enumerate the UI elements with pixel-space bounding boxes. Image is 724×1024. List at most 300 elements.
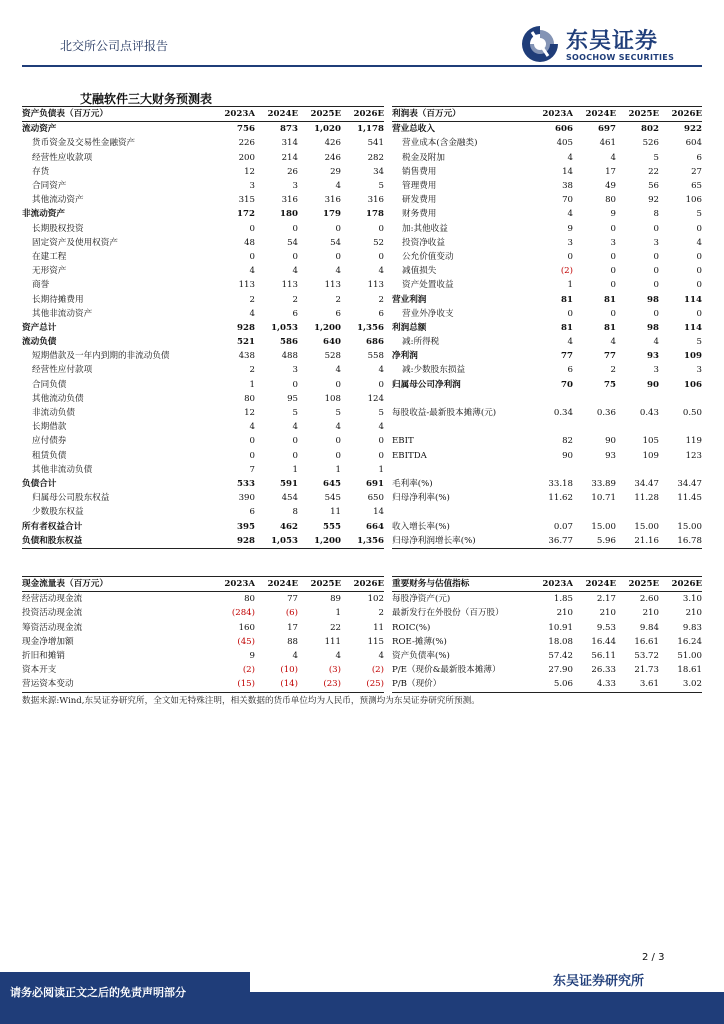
value-cell: 526	[642, 138, 659, 149]
value-cell: 0	[610, 280, 616, 291]
value-cell: 4	[696, 237, 702, 248]
value-cell: 3	[292, 365, 298, 376]
value-cell: 93	[605, 450, 616, 461]
value-cell: 4	[249, 422, 255, 433]
value-cell: 4.33	[596, 679, 616, 690]
value-cell: 454	[281, 493, 298, 504]
value-cell: 6	[335, 308, 341, 319]
value-cell: 4	[610, 337, 616, 348]
value-cell: 2	[292, 294, 298, 305]
value-cell: 180	[280, 209, 298, 220]
value-cell: 0	[567, 308, 573, 319]
value-cell: 17	[605, 166, 616, 177]
value-cell: 53.72	[634, 651, 659, 662]
value-cell: 90	[647, 379, 659, 390]
value-cell: 438	[238, 351, 255, 362]
value-cell: 3.10	[682, 594, 702, 605]
value-cell	[616, 392, 659, 406]
table-row	[392, 236, 702, 250]
value-cell: 6	[249, 507, 255, 518]
value-cell	[530, 392, 573, 406]
value-cell: 29	[330, 166, 341, 177]
row-label: 存货	[32, 166, 50, 177]
row-label: 减:少数股东损益	[402, 365, 466, 376]
row-label: 固定资产及使用权资产	[32, 237, 118, 248]
value-cell: 640	[323, 337, 341, 348]
value-cell	[659, 420, 702, 434]
table-row	[22, 434, 384, 448]
value-cell: 6	[378, 308, 384, 319]
value-cell: 1,053	[271, 322, 298, 333]
source-note: 数据来源:Wind,东吴证券研究所，全文如无特殊注明，相关数据的货币单位均为人民币，预测均为东吴证券研究所预测。	[22, 696, 480, 706]
value-cell: 2	[249, 294, 255, 305]
value-cell: 6	[696, 152, 702, 163]
value-cell: 1	[567, 280, 573, 291]
row-label	[392, 463, 530, 477]
value-cell: 22	[330, 622, 341, 633]
table-row	[22, 621, 384, 635]
value-cell: 56.11	[591, 651, 616, 662]
table-row	[392, 378, 702, 392]
row-label: 减:所得税	[402, 337, 440, 348]
table-row	[392, 349, 702, 363]
row-label: 每股净资产(元)	[392, 594, 451, 605]
row-label: 每股收益-最新股本摊薄(元)	[392, 408, 497, 419]
value-cell: 102	[367, 594, 384, 605]
table-row	[392, 335, 702, 349]
table-row	[392, 250, 702, 264]
value-cell: 210	[556, 608, 573, 619]
value-cell	[573, 392, 616, 406]
balance-sheet-table	[22, 106, 384, 549]
row-label: 归属母公司股东权益	[32, 493, 110, 504]
table-row	[22, 264, 384, 278]
table-row	[22, 222, 384, 236]
value-cell: 3	[567, 237, 573, 248]
table-row	[392, 207, 702, 221]
value-cell: 57.42	[548, 651, 573, 662]
value-cell: 4	[292, 651, 298, 662]
value-cell: 92	[648, 195, 659, 206]
value-cell: 4	[335, 266, 341, 277]
value-cell: (25)	[366, 679, 384, 690]
table-row	[392, 519, 702, 533]
year-header: 2025E	[628, 579, 659, 590]
table-row	[22, 349, 384, 363]
value-cell: 54	[330, 237, 341, 248]
value-cell: 3.61	[639, 679, 659, 690]
value-cell: 26.33	[591, 665, 616, 676]
header-divider	[22, 65, 702, 67]
table-row	[392, 278, 702, 292]
section-title: 艾融软件三大财务预测表	[80, 92, 213, 106]
value-cell: 6	[292, 308, 298, 319]
value-cell: 390	[238, 493, 255, 504]
row-label: 所有者权益合计	[22, 521, 83, 532]
row-label: 流动负债	[22, 337, 57, 348]
value-cell: 4	[335, 181, 341, 192]
value-cell: 77	[604, 351, 616, 362]
row-label: 营业总收入	[392, 124, 435, 135]
value-cell: 5.96	[596, 535, 616, 546]
value-cell: 1	[335, 608, 341, 619]
row-label: 减值损失	[402, 266, 437, 277]
table-header-row	[392, 577, 702, 592]
table-row	[392, 663, 702, 677]
value-cell: 113	[281, 280, 298, 291]
table-row	[392, 635, 702, 649]
value-cell: 2	[378, 608, 384, 619]
value-cell: 555	[323, 521, 341, 532]
value-cell: 664	[366, 521, 384, 532]
value-cell: 15.00	[591, 521, 616, 532]
value-cell: 2.17	[596, 594, 616, 605]
value-cell: 49	[605, 181, 616, 192]
value-cell: 113	[238, 280, 255, 291]
year-header: 2024E	[585, 109, 616, 120]
value-cell: 1,020	[314, 124, 341, 135]
value-cell: 0	[292, 223, 298, 234]
value-cell: 48	[244, 237, 255, 248]
value-cell: 18.08	[548, 636, 573, 647]
value-cell: 11.62	[548, 493, 573, 504]
table-row	[392, 491, 702, 505]
value-cell: 21.16	[634, 535, 659, 546]
table-row	[392, 534, 702, 549]
value-cell	[573, 463, 616, 477]
value-cell: 16.61	[634, 636, 659, 647]
value-cell: 12	[244, 166, 255, 177]
row-label: 投资净收益	[402, 237, 445, 248]
value-cell: 7	[249, 464, 255, 475]
table-row	[22, 307, 384, 321]
row-label: 财务费用	[402, 209, 437, 220]
value-cell: 316	[281, 195, 298, 206]
row-label: 资产总计	[22, 322, 57, 333]
row-label: 流动资产	[22, 124, 57, 135]
value-cell: 106	[684, 379, 702, 390]
year-header: 2023A	[224, 109, 255, 120]
value-cell: 160	[238, 622, 255, 633]
table-row	[392, 321, 702, 335]
value-cell: 282	[367, 152, 384, 163]
row-label: 利润总额	[392, 322, 427, 333]
table-row	[392, 222, 702, 236]
row-label: 现金净增加额	[22, 636, 74, 647]
value-cell: (14)	[280, 679, 298, 690]
value-cell: 11	[373, 622, 384, 633]
value-cell: 10.91	[548, 622, 573, 633]
value-cell: 0	[292, 251, 298, 262]
company-logo	[520, 22, 680, 66]
logo-name-cn: 东吴证券	[566, 29, 659, 54]
value-cell: 4	[335, 365, 341, 376]
value-cell: 4	[567, 152, 573, 163]
value-cell: 17	[287, 622, 298, 633]
value-cell: 80	[244, 393, 255, 404]
row-label: 净利润	[392, 351, 418, 362]
value-cell: 89	[330, 594, 341, 605]
table-row	[22, 122, 384, 137]
table-row	[392, 449, 702, 463]
value-cell: 34.47	[634, 478, 659, 489]
value-cell: 210	[685, 608, 702, 619]
table-header-row	[22, 107, 384, 122]
cash-flow-table	[22, 576, 384, 693]
value-cell: 115	[367, 636, 384, 647]
value-cell: 0	[292, 436, 298, 447]
value-cell: 756	[237, 124, 255, 135]
value-cell: 541	[367, 138, 384, 149]
value-cell: 4	[567, 337, 573, 348]
value-cell: 0	[249, 251, 255, 262]
value-cell: 0	[610, 223, 616, 234]
table-row	[392, 307, 702, 321]
table-row	[392, 477, 702, 491]
value-cell: 0	[335, 379, 341, 390]
table-row	[22, 534, 384, 549]
value-cell: 1,356	[357, 535, 384, 546]
value-cell	[573, 505, 616, 519]
value-cell: 81	[561, 294, 573, 305]
table-row	[22, 193, 384, 207]
table-row	[22, 136, 384, 150]
value-cell: 5	[292, 408, 298, 419]
value-cell: 395	[237, 521, 255, 532]
value-cell: 0	[335, 251, 341, 262]
value-cell: 4	[610, 152, 616, 163]
value-cell: 88	[287, 636, 298, 647]
value-cell: 2.60	[639, 594, 659, 605]
value-cell: 9.53	[596, 622, 616, 633]
value-cell: 4	[378, 266, 384, 277]
value-cell: 802	[641, 124, 659, 135]
table-row	[22, 250, 384, 264]
value-cell: 461	[599, 138, 616, 149]
value-cell: 105	[642, 436, 659, 447]
value-cell: 109	[642, 450, 659, 461]
row-label: 短期借款及一年内到期的非流动负债	[32, 351, 170, 362]
table-row	[22, 635, 384, 649]
row-label: 营运资本变动	[22, 679, 74, 690]
value-cell: 5	[653, 152, 659, 163]
row-label: 公允价值变动	[402, 251, 454, 262]
table-row	[392, 677, 702, 692]
value-cell: 119	[685, 436, 702, 447]
value-cell: 405	[556, 138, 573, 149]
value-cell: (3)	[328, 665, 341, 676]
value-cell: 38	[562, 181, 573, 192]
value-cell: 226	[238, 138, 255, 149]
value-cell: 2	[335, 294, 341, 305]
value-cell: 5	[378, 408, 384, 419]
value-cell: 114	[684, 294, 702, 305]
value-cell: 77	[561, 351, 573, 362]
value-cell: 0	[567, 251, 573, 262]
value-cell: 0	[378, 223, 384, 234]
table-title: 利润表（百万元）	[392, 109, 461, 120]
value-cell: 80	[605, 195, 616, 206]
table-row	[22, 406, 384, 420]
row-label: 管理费用	[402, 181, 437, 192]
value-cell: 9	[249, 651, 255, 662]
table-row	[392, 434, 702, 448]
value-cell: (23)	[323, 679, 341, 690]
value-cell: 8	[292, 507, 298, 518]
row-label: 长期股权投资	[32, 223, 84, 234]
row-label: 非流动资产	[22, 209, 65, 220]
row-label: 其他流动资产	[32, 195, 84, 206]
value-cell: 123	[685, 450, 702, 461]
year-header: 2026E	[671, 579, 702, 590]
table-row	[392, 264, 702, 278]
value-cell: 4	[653, 337, 659, 348]
value-cell: 6	[567, 365, 573, 376]
value-cell: 928	[237, 535, 255, 546]
value-cell: 0	[653, 266, 659, 277]
table-row	[22, 592, 384, 607]
value-cell: 645	[323, 478, 341, 489]
value-cell: 108	[324, 393, 341, 404]
table-row	[392, 649, 702, 663]
value-cell: 82	[562, 436, 573, 447]
value-cell: 922	[684, 124, 702, 135]
value-cell: 9.83	[682, 622, 702, 633]
value-cell: 4	[292, 266, 298, 277]
value-cell: 114	[684, 322, 702, 333]
value-cell: 691	[366, 478, 384, 489]
value-cell: 15.00	[677, 521, 702, 532]
value-cell: 4	[249, 266, 255, 277]
value-cell: 90	[605, 436, 616, 447]
table-row	[22, 477, 384, 491]
value-cell: 36.77	[548, 535, 573, 546]
value-cell: 314	[281, 138, 298, 149]
row-label: 无形资产	[32, 266, 67, 277]
value-cell	[659, 392, 702, 406]
table-title: 资产负债表（百万元）	[22, 109, 108, 120]
table-row	[392, 420, 702, 434]
value-cell: 15.00	[634, 521, 659, 532]
row-label: 资产负债率(%)	[392, 651, 450, 662]
value-cell: 650	[367, 493, 384, 504]
value-cell: 0	[653, 223, 659, 234]
value-cell	[530, 463, 573, 477]
value-cell: 9.84	[639, 622, 659, 633]
table-row	[22, 491, 384, 505]
row-label: 商誉	[32, 280, 50, 291]
value-cell: (6)	[285, 608, 298, 619]
table-row	[22, 179, 384, 193]
year-header: 2026E	[671, 109, 702, 120]
year-header: 2025E	[310, 579, 341, 590]
value-cell: 14	[373, 507, 384, 518]
value-cell: 0	[249, 223, 255, 234]
value-cell: 0	[653, 280, 659, 291]
value-cell: 3	[696, 365, 702, 376]
year-header: 2023A	[224, 579, 255, 590]
row-label: 加:其他收益	[402, 223, 448, 234]
value-cell: 533	[237, 478, 255, 489]
value-cell: 1,356	[357, 322, 384, 333]
value-cell: 0.50	[682, 408, 702, 419]
value-cell: 0	[696, 308, 702, 319]
value-cell: 12	[244, 408, 255, 419]
value-cell: 0	[696, 223, 702, 234]
table-row	[22, 463, 384, 477]
value-cell	[573, 420, 616, 434]
value-cell: 5	[696, 209, 702, 220]
value-cell: 3	[249, 181, 255, 192]
value-cell: 1,053	[271, 535, 298, 546]
row-label: 最新发行在外股份（百万股）	[392, 608, 504, 619]
row-label: 货币资金及交易性金融资产	[32, 138, 136, 149]
row-label: 负债和股东权益	[22, 535, 83, 546]
row-label: EBITDA	[392, 450, 427, 461]
table-row	[22, 165, 384, 179]
value-cell: 22	[648, 166, 659, 177]
row-label: ROIC(%)	[392, 622, 431, 633]
table-row	[22, 505, 384, 519]
value-cell: 98	[647, 322, 659, 333]
row-label: 其他非流动资产	[32, 308, 93, 319]
row-label: 收入增长率(%)	[392, 521, 450, 532]
value-cell: 124	[367, 393, 384, 404]
value-cell: 528	[324, 351, 341, 362]
value-cell: 0	[610, 308, 616, 319]
value-cell: 3	[653, 365, 659, 376]
table-row	[392, 606, 702, 620]
page-number: 2 / 3	[642, 952, 665, 963]
value-cell: 77	[287, 594, 298, 605]
value-cell: 18.61	[677, 665, 702, 676]
row-label: 税金及附加	[402, 152, 445, 163]
value-cell: 2	[378, 294, 384, 305]
value-cell: 0	[653, 251, 659, 262]
table-row	[392, 505, 702, 519]
value-cell: 0	[249, 450, 255, 461]
value-cell	[616, 505, 659, 519]
value-cell: 4	[378, 651, 384, 662]
value-cell: 873	[280, 124, 298, 135]
table-row	[22, 420, 384, 434]
row-label: 少数股东权益	[32, 507, 84, 518]
value-cell: 316	[324, 195, 341, 206]
table-row	[392, 592, 702, 607]
row-label: 经营活动现金流	[22, 594, 83, 605]
value-cell: 0	[249, 436, 255, 447]
value-cell: 488	[281, 351, 298, 362]
value-cell: 316	[367, 195, 384, 206]
table-row	[22, 449, 384, 463]
value-cell: 214	[281, 152, 298, 163]
value-cell: 1,178	[357, 124, 384, 135]
row-label: 营业利润	[392, 294, 427, 305]
value-cell: 109	[684, 351, 702, 362]
value-cell: 697	[598, 124, 616, 135]
value-cell: 3.02	[682, 679, 702, 690]
table-row	[392, 179, 702, 193]
value-cell: 4	[292, 422, 298, 433]
value-cell: 210	[599, 608, 616, 619]
value-cell: 4	[335, 651, 341, 662]
table-row	[22, 649, 384, 663]
row-label: 租赁负债	[32, 450, 67, 461]
table-row	[22, 378, 384, 392]
value-cell: 3	[292, 181, 298, 192]
value-cell: 93	[647, 351, 659, 362]
key-metrics-table	[392, 576, 702, 693]
